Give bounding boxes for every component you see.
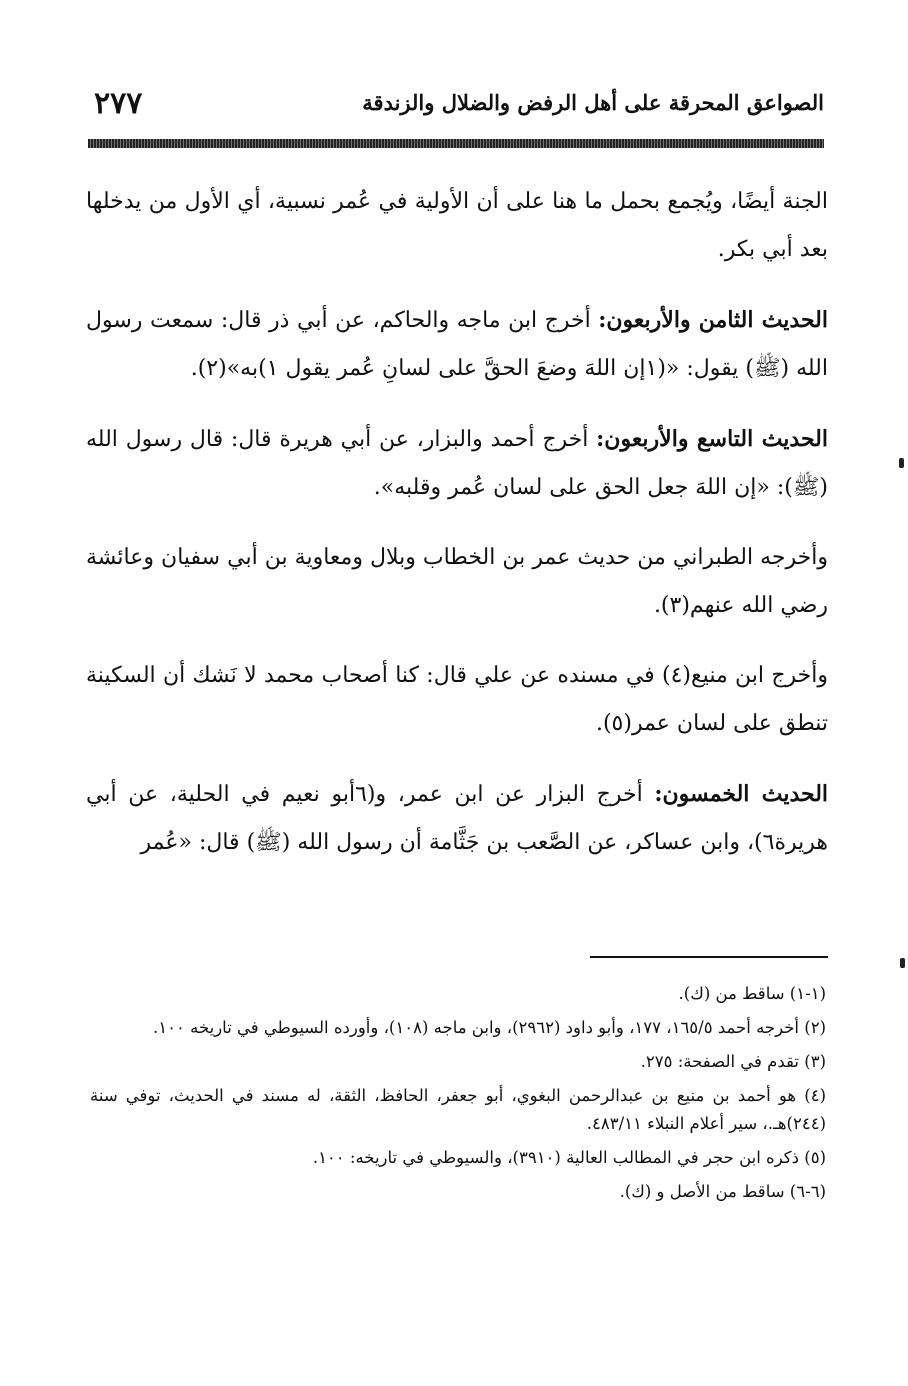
header-rule [88, 139, 824, 148]
footnotes [90, 980, 826, 1212]
hadith-heading: الحديث الخمسون: [654, 781, 829, 807]
hadith-heading: الحديث الثامن والأربعون: [598, 307, 828, 333]
book-title: الصواعق المحرقة على أهل الرفض والضلال والزندقة [362, 90, 824, 115]
main-text [86, 178, 828, 889]
footnote: (٦-٦) ساقط من الأصل و (ك). [619, 1182, 826, 1201]
paragraph-text: أخرج ابن ماجه والحاكم، عن أبي ذر قال: سمعت رسول الله (ﷺ) يقول: «(١إن اللهَ وضعَ الحقَّ على لسانِ عُمر يقول ١)به»(٢). [86, 308, 828, 381]
page-number: ٢٧٧ [94, 86, 143, 121]
footnote: (١-١) ساقط من (ك). [678, 984, 826, 1003]
scan-speck [900, 958, 905, 968]
paragraph [86, 415, 828, 512]
footnote: (٣) تقدم في الصفحة: ٢٧٥. [640, 1052, 826, 1071]
paragraph [86, 296, 828, 393]
paragraph-text: الجنة أيضًا، ويُجمع بحمل ما هنا على أن الأولية في عُمر نسبية، أي الأول من يدخلها بعد أبي بكر. [86, 189, 828, 262]
footnote-separator [590, 956, 828, 958]
paragraph [86, 534, 828, 630]
scan-speck [899, 458, 904, 468]
paragraph-text: أخرج أحمد والبزار، عن أبي هريرة قال: قال رسول الله (ﷺ): «إن اللهَ جعل الحق على لسان عُمر وقلبه». [86, 427, 828, 500]
paragraph [86, 652, 828, 748]
footnote: (٥) ذكره ابن حجر في المطالب العالية (٣٩١٠)، والسيوطي في تاريخه: ١٠٠. [312, 1148, 826, 1167]
hadith-heading: الحديث التاسع والأربعون: [596, 426, 828, 452]
paragraph [86, 770, 828, 867]
paragraph-text: وأخرجه الطبراني من حديث عمر بن الخطاب وبلال ومعاوية بن أبي سفيان وعائشة رضي الله عنهم(٣). [86, 545, 828, 618]
footnote: (٤) هو أحمد بن منيع بن عبدالرحمن البغوي، أبو جعفر، الحافظ، الثقة، له مسند في الحديث، توفي سنة (٢٤٤)هـ.، سير أعلام النبلاء ٤٨٣/١١. [90, 1086, 826, 1133]
running-header [88, 86, 824, 126]
paragraph-text: أخرج البزار عن ابن عمر، و(٦أبو نعيم في الحلية، عن أبي هريرة٦)، وابن عساكر، عن الصَّعب بن جَثَّامة أن رسول الله (ﷺ) قال: «عُمر [86, 782, 828, 855]
paragraph [86, 178, 828, 274]
footnote: (٢) أخرجه أحمد ١٦٥/٥، ١٧٧، وأبو داود (٢٩٦٢)، وابن ماجه (١٠٨)، وأورده السيوطي في تاريخه ١٠٠. [153, 1018, 826, 1037]
paragraph-text: وأخرج ابن منيع(٤) في مسنده عن علي قال: كنا أصحاب محمد لا نَشك أن السكينة تنطق على لسان عمر(٥). [86, 663, 828, 736]
